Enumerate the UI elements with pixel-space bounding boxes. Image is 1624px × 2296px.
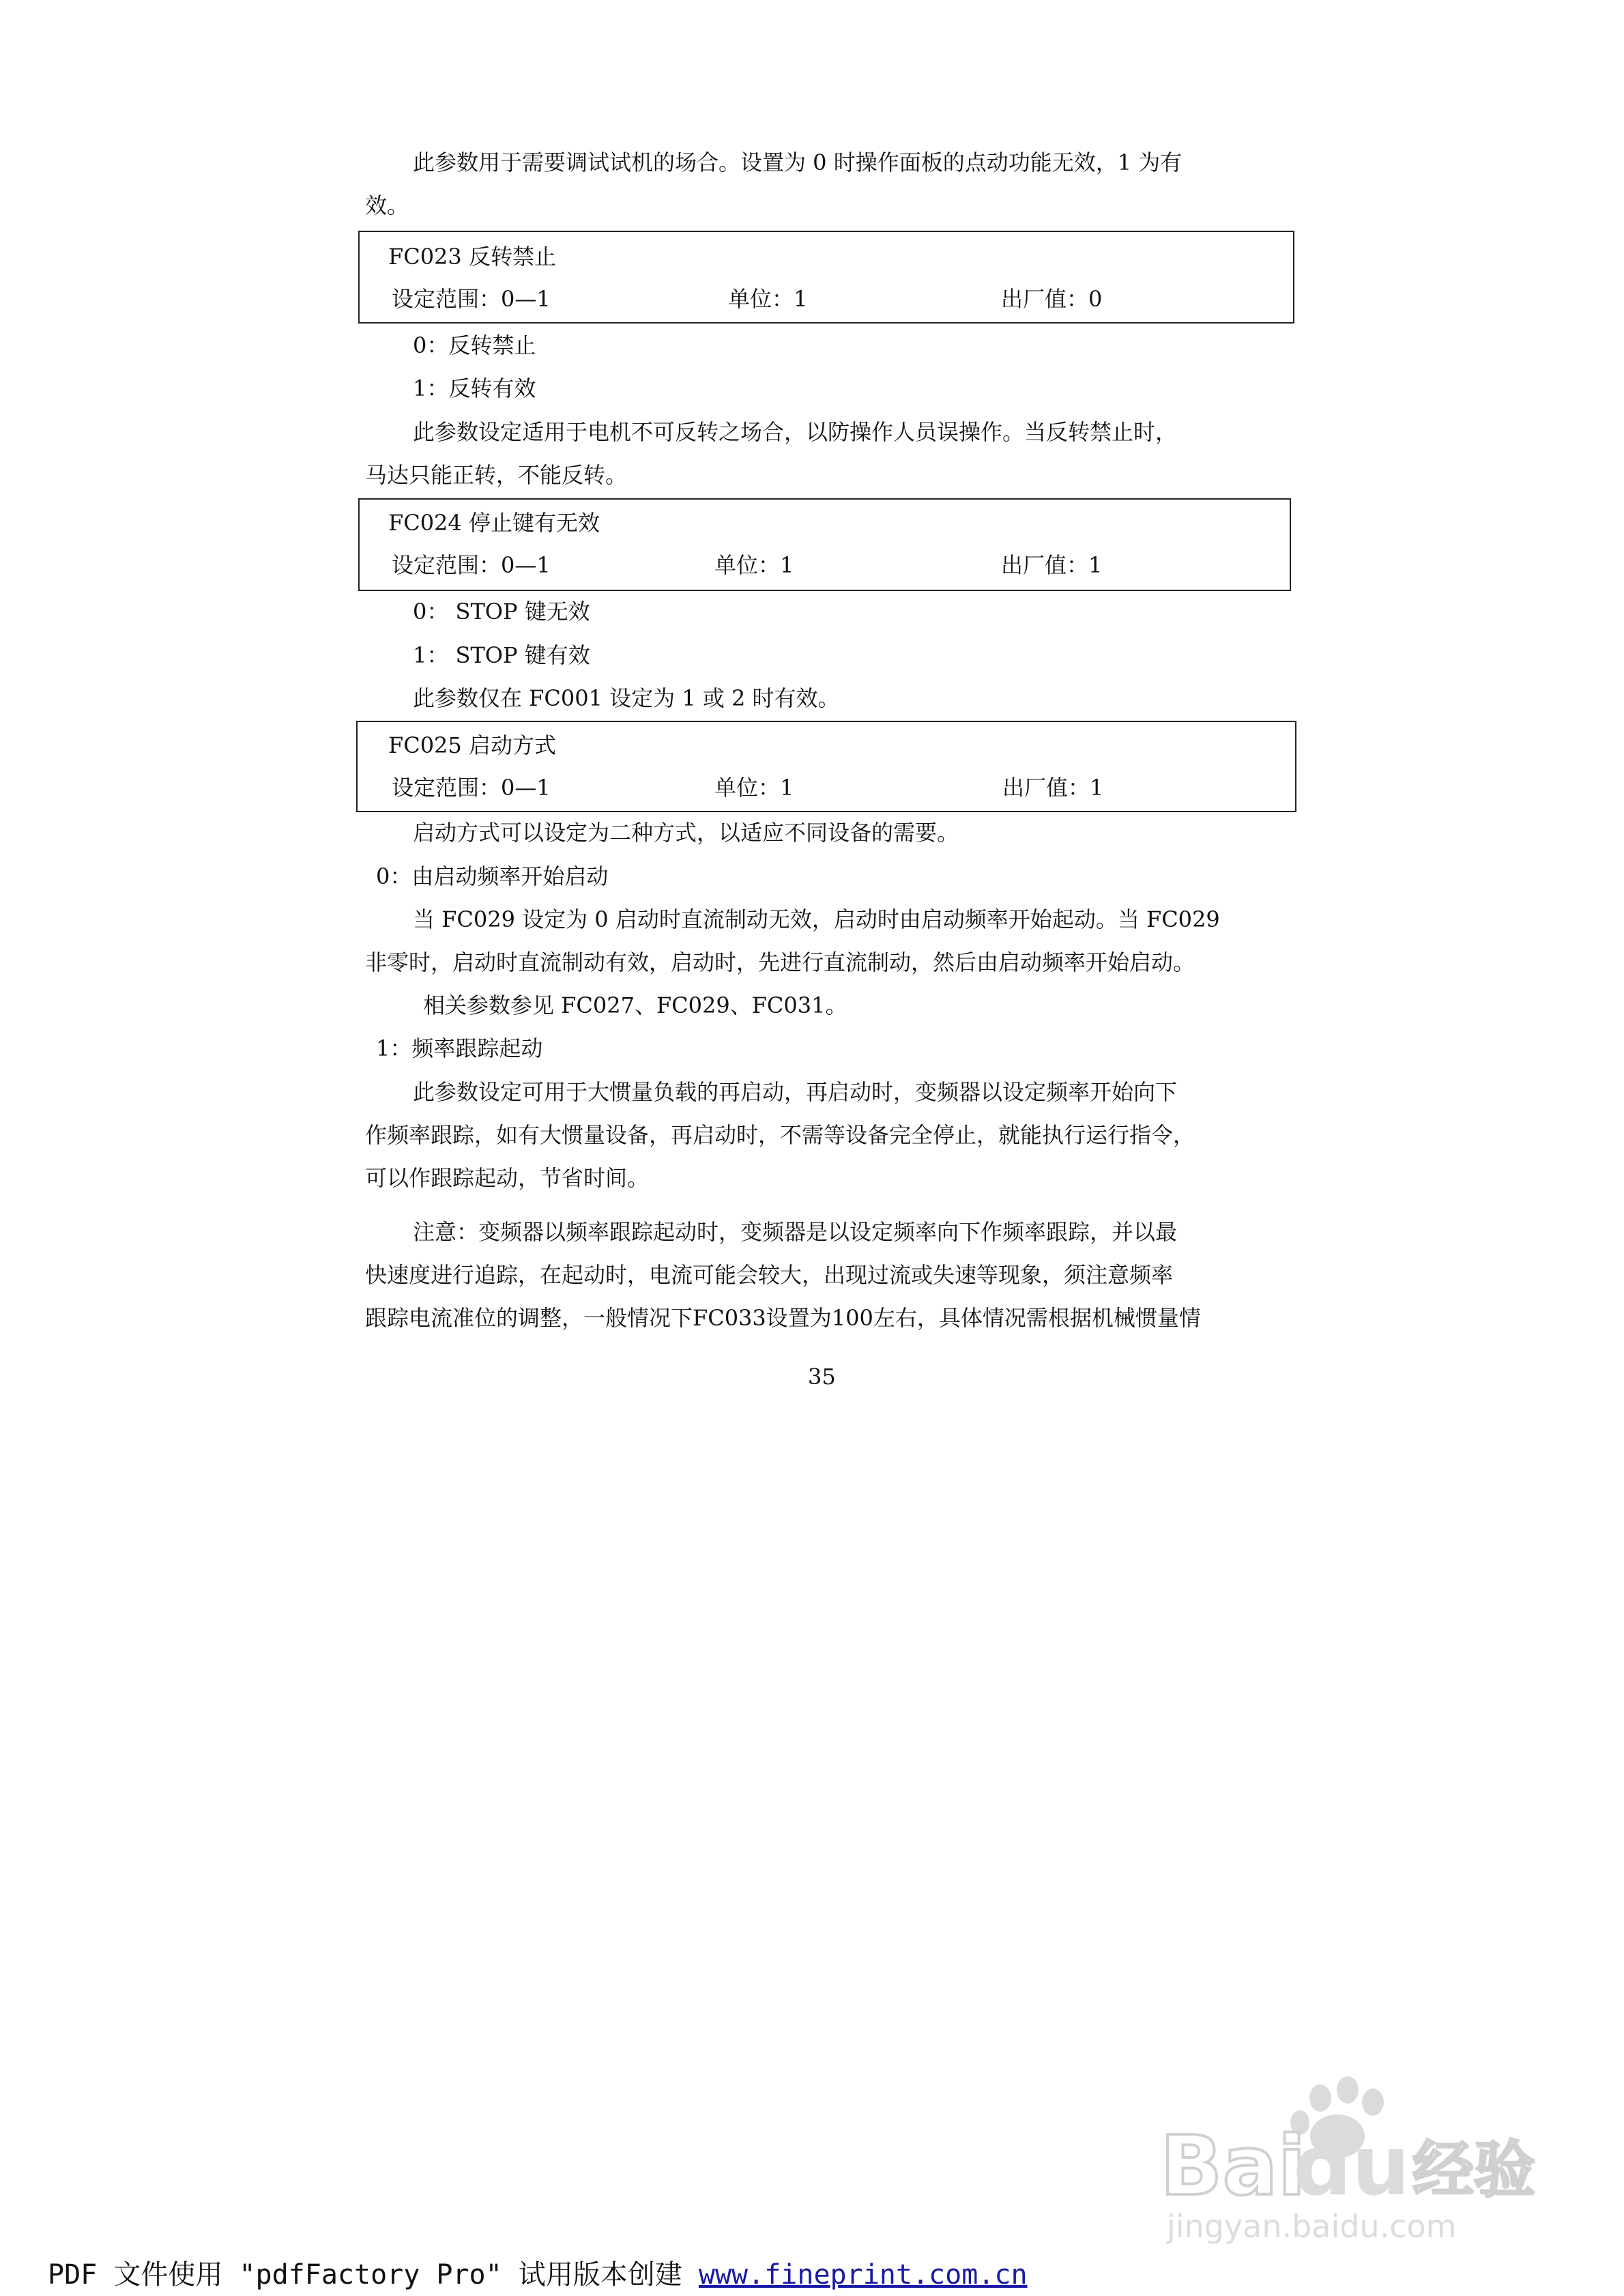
param-box-fc023 <box>358 231 1294 324</box>
param-title: FC025 启动方式 <box>388 732 556 758</box>
param-unit: 单位：1 <box>714 552 794 578</box>
param-box-fc025 <box>356 721 1296 812</box>
param-box-fc024 <box>358 498 1291 591</box>
fc023-option-1: 1：反转有效 <box>413 375 536 401</box>
note-line-3: 跟踪电流准位的调整，一般情况下FC033设置为100左右，具体情况需根据机械惯量情 <box>365 1305 1201 1331</box>
fc025-related: 相关参数参见 FC027、FC029、FC031。 <box>423 992 847 1018</box>
param-title: FC023 反转禁止 <box>388 244 556 270</box>
baidu-jingyan-watermark <box>1153 2075 1563 2245</box>
intro-line-1: 此参数用于需要调试试机的场合。设置为 0 时操作面板的点动功能无效，1 为有 <box>413 149 1183 175</box>
fc024-option-0: 0： STOP 键无效 <box>413 599 590 625</box>
intro-line-2: 效。 <box>365 192 409 218</box>
fc025-p1-line-2: 非零时，启动时直流制动有效，启动时，先进行直流制动，然后由启动频率开始启动。 <box>365 949 1195 975</box>
fc024-option-1: 1： STOP 键有效 <box>413 642 590 668</box>
param-default: 出厂值：0 <box>1001 286 1103 312</box>
param-unit: 单位：1 <box>728 286 808 312</box>
fc024-desc: 此参数仅在 FC001 设定为 1 或 2 时有效。 <box>413 685 840 711</box>
param-unit: 单位：1 <box>714 775 794 801</box>
param-default: 出厂值：1 <box>1001 552 1103 578</box>
pdf-footer <box>48 2259 1028 2291</box>
page-number: 35 <box>808 1364 836 1390</box>
fc025-intro: 启动方式可以设定为二种方式，以适应不同设备的需要。 <box>413 820 959 846</box>
param-range: 设定范围：0—1 <box>392 552 551 578</box>
param-default: 出厂值：1 <box>1002 775 1104 801</box>
fc023-desc-1: 此参数设定适用于电机不可反转之场合，以防操作人员误操作。当反转禁止时， <box>413 419 1178 445</box>
note-line-2: 快速度进行追踪，在起动时，电流可能会较大，出现过流或失速等现象，须注意频率 <box>365 1262 1174 1288</box>
fc023-desc-2: 马达只能正转，不能反转。 <box>365 462 628 488</box>
watermark-brand: Bai <box>1160 2119 1306 2214</box>
note-line-1: 注意：变频器以频率跟踪起动时，变频器是以设定频率向下作频率跟踪，并以最 <box>413 1219 1178 1245</box>
watermark-url: jingyan.baidu.com <box>1167 2208 1457 2245</box>
watermark-cn: 经验 <box>1412 2134 1535 2206</box>
watermark-brand-2: du <box>1293 2119 1410 2214</box>
fc025-option-0: 0：由启动频率开始启动 <box>376 863 609 889</box>
param-range: 设定范围：0—1 <box>392 775 551 801</box>
fc025-option-1: 1：频率跟踪起动 <box>376 1035 543 1061</box>
fc025-p1-line-1: 当 FC029 设定为 0 启动时直流制动无效，启动时由启动频率开始起动。当 FC029 <box>413 906 1220 932</box>
param-title: FC024 停止键有无效 <box>388 510 600 536</box>
param-range: 设定范围：0—1 <box>392 286 551 312</box>
fc025-p2-line-2: 作频率跟踪，如有大惯量设备，再启动时，不需等设备完全停止，就能执行运行指令， <box>365 1122 1195 1148</box>
fc025-p2-line-1: 此参数设定可用于大惯量负载的再启动，再启动时，变频器以设定频率开始向下 <box>413 1079 1178 1105</box>
fc023-option-0: 0：反转禁止 <box>413 332 536 358</box>
footer-text: PDF 文件使用 "pdfFactory Pro" 试用版本创建 <box>48 2259 699 2291</box>
fc025-p2-line-3: 可以作跟踪起动，节省时间。 <box>365 1165 650 1191</box>
footer-link[interactable]: www.fineprint.com.cn <box>698 2259 1028 2291</box>
